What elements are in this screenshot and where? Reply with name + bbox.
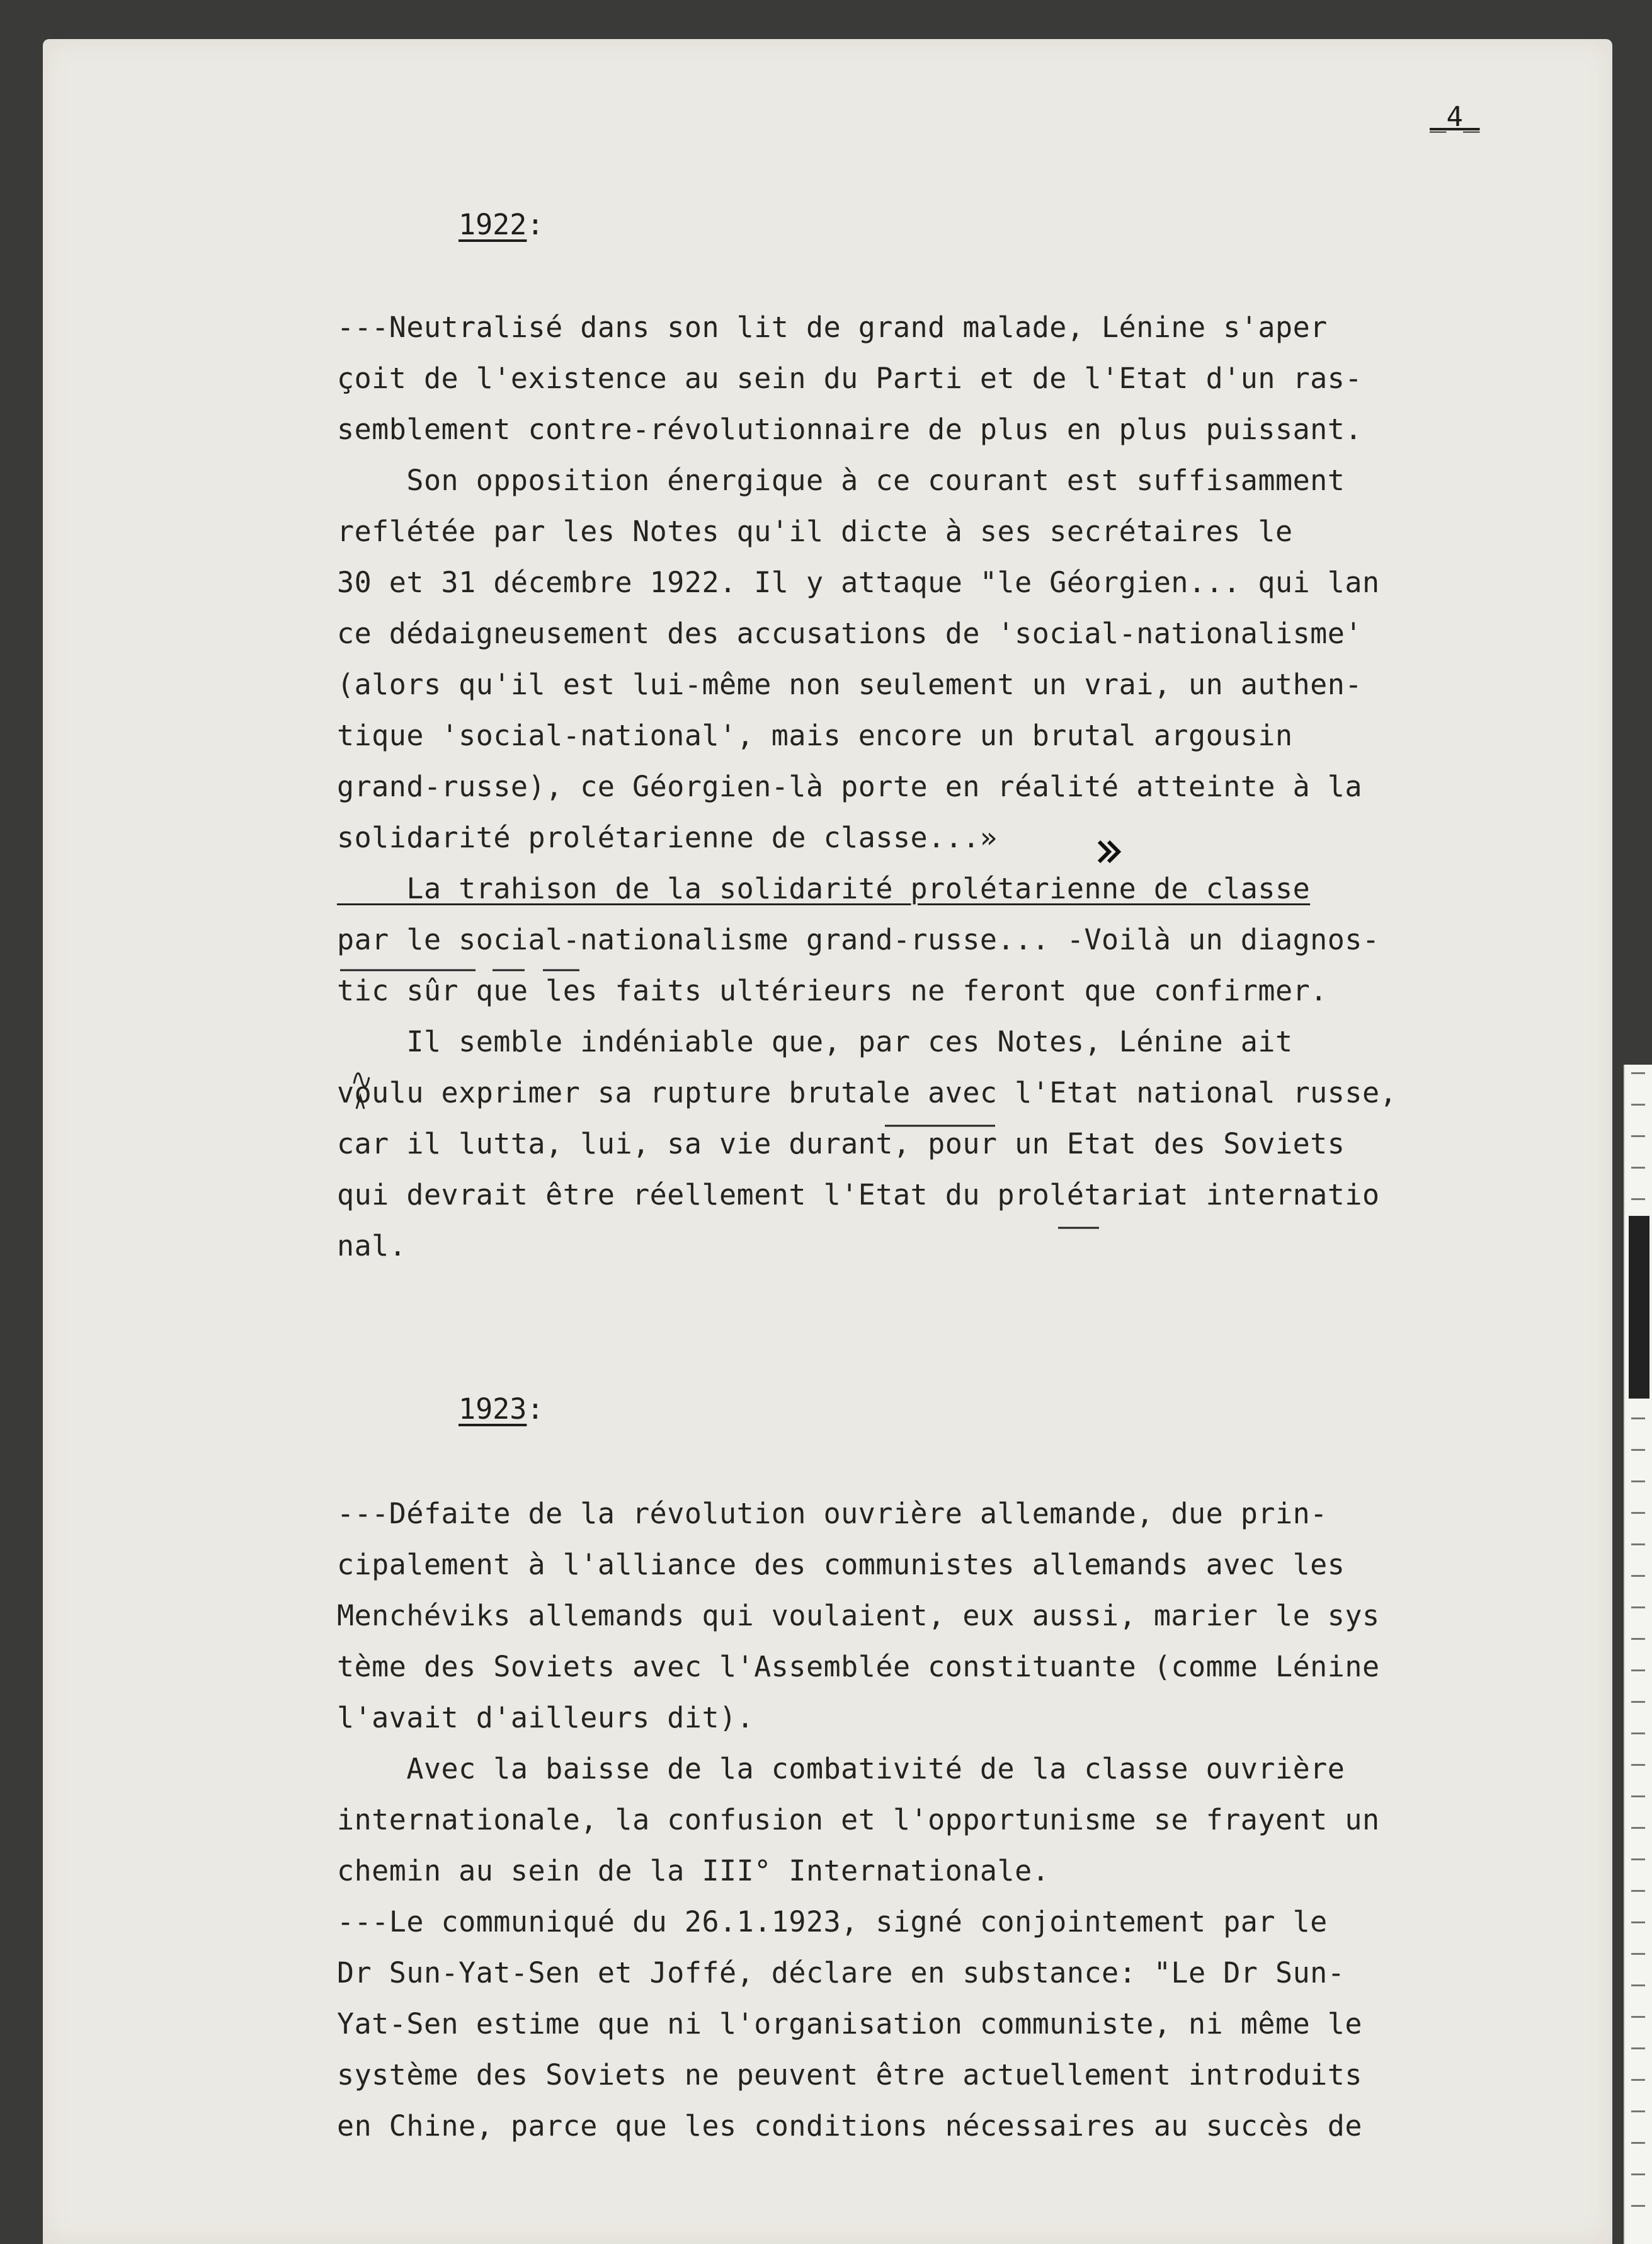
text-line: ---Le communiqué du 26.1.1923, signé conjointement par le (337, 1905, 1328, 1938)
text-line: l'avait d'ailleurs dit). (337, 1701, 755, 1734)
underlined-text-line: La trahison de la solidarité prolétarienne de classe (337, 872, 1311, 905)
text-line: tique 'social-national', mais encore un brutal argousin (337, 719, 1293, 752)
text-line: chemin au sein de la III° Internationale. (337, 1854, 1050, 1887)
section-heading-1923 (459, 1392, 544, 1426)
heading-year: 1923 (459, 1392, 527, 1426)
text-line: 30 et 31 décembre 1922. Il y attaque "le Géorgien... qui lan (337, 566, 1380, 599)
text-line: cipalement à l'alliance des communistes allemands avec les (337, 1548, 1345, 1581)
text-line: ce dédaigneusement des accusations de 'social-nationalisme' (337, 617, 1362, 650)
page-number: _4_ (1430, 101, 1480, 133)
text-line: qui devrait être réellement l'Etat du prolétariat internatio (337, 1178, 1380, 1211)
text-line: tic sûr que les faits ultérieurs ne feront que confirmer. (337, 974, 1328, 1007)
text-line: semblement contre-révolutionnaire de plus en plus puissant. (337, 413, 1362, 446)
text-line: Yat-Sen estime que ni l'organisation communiste, ni même le (337, 2007, 1362, 2041)
text-line: Il semble indéniable que, par ces Notes, Lénine ait (337, 1025, 1293, 1058)
text-line: tème des Soviets avec l'Assemblée constituante (comme Lénine (337, 1650, 1380, 1683)
text-line: solidarité prolétarienne de classe...» (337, 821, 998, 854)
text-line: (alors qu'il est lui-même non seulement un vrai, un authen- (337, 668, 1362, 701)
text-line: grand-russe), ce Géorgien-là porte en réalité atteinte à la (337, 770, 1362, 803)
text-line: voulu exprimer sa rupture brutale avec l'Etat national russe, (337, 1076, 1398, 1109)
text-line: çoit de l'existence au sein du Parti et de l'Etat d'un ras- (337, 362, 1362, 395)
text-line: système des Soviets ne peuvent être actuellement introduits (337, 2058, 1362, 2092)
text-line: en Chine, parce que les conditions nécessaires au succès de (337, 2109, 1362, 2143)
text-line: car il lutta, lui, sa vie durant, pour un Etat des Soviets (337, 1127, 1345, 1160)
heading-year: 1922 (459, 208, 527, 241)
text-line: Son opposition énergique à ce courant est suffisamment (337, 464, 1345, 497)
text-line: internationale, la confusion et l'opportunisme se frayent un (337, 1803, 1380, 1836)
heading-colon: : (527, 208, 544, 241)
heading-colon: : (527, 1392, 544, 1426)
text-line: ---Neutralisé dans son lit de grand malade, Lénine s'aper (337, 311, 1328, 344)
text-line: Dr Sun-Yat-Sen et Joffé, déclare en substance: "Le Dr Sun- (337, 1956, 1345, 1989)
text-line: nal. (337, 1229, 407, 1262)
text-line: reflétée par les Notes qu'il dicte à ses secrétaires le (337, 515, 1293, 548)
text-line: Avec la baisse de la combativité de la classe ouvrière (337, 1752, 1345, 1785)
text-line: ---Défaite de la révolution ouvrière allemande, due prin- (337, 1497, 1328, 1530)
text-line: Menchéviks allemands qui voulaient, eux aussi, marier le sys (337, 1599, 1380, 1632)
scale-ruler (1624, 1065, 1652, 2244)
text-line: par le social-nationalisme grand-russe... -Voilà un diagnos- (337, 923, 1380, 956)
section-heading-1922 (459, 208, 544, 241)
